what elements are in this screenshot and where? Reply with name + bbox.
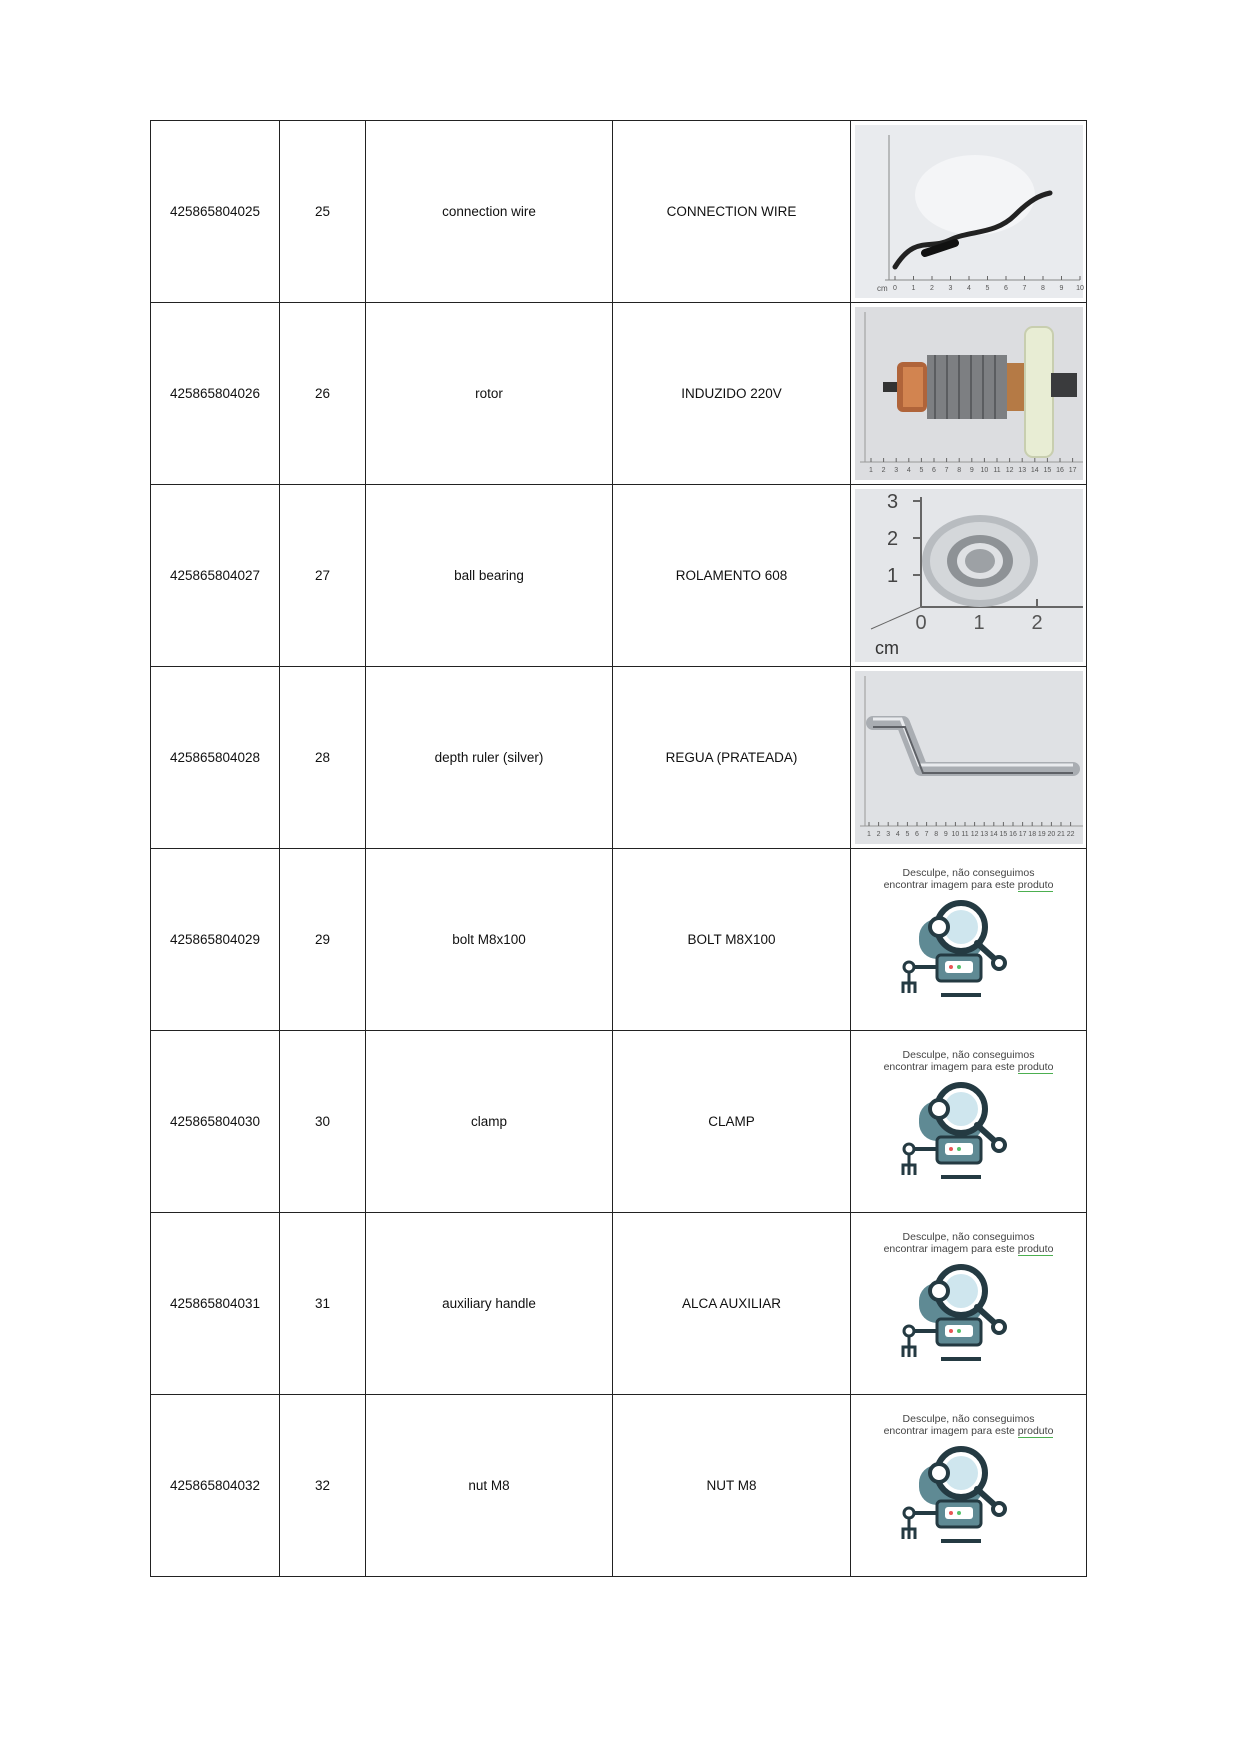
part-name-pt-cell: INDUZIDO 220V <box>613 303 851 485</box>
part-image-cell <box>851 667 1087 849</box>
ruler-tick-label: 11 <box>992 467 1001 474</box>
part-image-cell <box>851 849 1087 1031</box>
ruler-tick-label: 4 <box>966 285 971 292</box>
ruler-tick-label: 16 <box>1008 831 1017 838</box>
no-image-line2: encontrar imagem para este <box>883 879 1018 891</box>
no-image-placeholder <box>855 1035 1083 1208</box>
part-image-cell <box>851 121 1087 303</box>
part-name-pt-cell: NUT M8 <box>613 1395 851 1577</box>
no-image-line1: Desculpe, não conseguimos <box>902 867 1035 879</box>
ruler-tick-label: 2 <box>881 467 886 474</box>
ruler-tick-label: 1 <box>972 612 985 634</box>
ruler-tick-label: 6 <box>931 467 936 474</box>
ruler-tick-label: 10 <box>951 831 959 838</box>
ruler-tick-label: 11 <box>960 831 969 838</box>
ruler-tick-label: 18 <box>1027 831 1036 838</box>
part-image-cell <box>851 1031 1087 1213</box>
ruler-tick-label: 14 <box>989 831 998 838</box>
part-code-cell: 425865804027 <box>151 485 280 667</box>
ruler-tick-label: 17 <box>1068 467 1076 474</box>
ruler-tick-label: 3 <box>885 831 890 838</box>
part-name-pt-cell: CONNECTION WIRE <box>613 121 851 303</box>
ruler-tick-label: 4 <box>906 467 911 474</box>
ruler-tick-label: 8 <box>933 831 938 838</box>
part-name-en-cell: ball bearing <box>366 485 613 667</box>
part-name-en-cell: bolt M8x100 <box>366 849 613 1031</box>
part-name-en-cell: rotor <box>366 303 613 485</box>
part-name-en-cell: auxiliary handle <box>366 1213 613 1395</box>
ruler-tick-label: 3 <box>948 285 952 292</box>
part-number-cell: 30 <box>280 1031 366 1213</box>
part-code-cell: 425865804026 <box>151 303 280 485</box>
part-number-cell: 25 <box>280 121 366 303</box>
rotor-photo <box>855 307 1083 480</box>
table-row <box>151 667 1087 849</box>
ruler-tick-label: 7 <box>924 831 929 838</box>
no-image-link: produto <box>1017 879 1054 891</box>
no-image-line1: Desculpe, não conseguimos <box>902 1413 1035 1425</box>
ruler-tick-label: 2 <box>886 528 898 550</box>
ruler-tick-label: 5 <box>985 285 989 292</box>
ruler-tick-label: 0 <box>914 612 927 634</box>
ruler-tick-label: 17 <box>1018 831 1026 838</box>
ruler-tick-label: 20 <box>1047 831 1055 838</box>
ruler-tick-label: 4 <box>895 831 900 838</box>
ruler-tick-label: 1 <box>911 285 915 292</box>
part-code-cell: 425865804030 <box>151 1031 280 1213</box>
part-number-cell: 32 <box>280 1395 366 1577</box>
part-name-pt-cell: CLAMP <box>613 1031 851 1213</box>
ruler-tick-label: 9 <box>969 467 974 474</box>
part-code-cell: 425865804025 <box>151 121 280 303</box>
part-name-pt-cell: REGUA (PRATEADA) <box>613 667 851 849</box>
part-name-en-cell: nut M8 <box>366 1395 613 1577</box>
ruler-tick-label: 6 <box>914 831 919 838</box>
ruler-tick-label: 12 <box>970 831 978 838</box>
ruler-tick-label: 2 <box>876 831 881 838</box>
no-image-message <box>884 1413 1054 1437</box>
ruler-tick-label: 13 <box>979 831 988 838</box>
no-image-line1: Desculpe, não conseguimos <box>902 1231 1035 1243</box>
ruler-tick-label: 10 <box>1075 285 1084 292</box>
ruler-tick-label: 8 <box>1040 285 1045 292</box>
part-name-pt-cell: BOLT M8X100 <box>613 849 851 1031</box>
ruler-tick-label: 9 <box>943 831 948 838</box>
ruler-tick-label: 1 <box>866 831 871 838</box>
no-image-link: produto <box>1017 1061 1054 1073</box>
part-image-cell <box>851 303 1087 485</box>
table-row <box>151 303 1087 485</box>
ruler-tick-label: 3 <box>886 491 898 513</box>
ball-bearing-photo <box>855 489 1083 662</box>
part-name-en-cell: depth ruler (silver) <box>366 667 613 849</box>
part-image-cell <box>851 1395 1087 1577</box>
no-image-message <box>884 1049 1054 1073</box>
no-image-line2: encontrar imagem para este <box>883 1061 1018 1073</box>
ruler-tick-label: 14 <box>1030 467 1039 474</box>
part-code-cell: 425865804029 <box>151 849 280 1031</box>
part-name-pt-cell: ALCA AUXILIAR <box>613 1213 851 1395</box>
ruler-tick-label: 7 <box>944 467 949 474</box>
ruler-tick-label: 15 <box>1043 467 1051 474</box>
table-row <box>151 1395 1087 1577</box>
ruler-tick-label: 8 <box>956 467 961 474</box>
no-image-message <box>884 867 1054 891</box>
connection-wire-photo <box>855 125 1083 298</box>
ruler-tick-label: 12 <box>1005 467 1013 474</box>
ruler-tick-label: 1 <box>868 467 873 474</box>
ruler-tick-label: 15 <box>999 831 1007 838</box>
table-row <box>151 485 1087 667</box>
ruler-tick-label: 0 <box>892 285 897 292</box>
no-image-placeholder <box>855 1399 1083 1572</box>
ruler-tick-label: 10 <box>980 467 988 474</box>
no-image-link: produto <box>1017 1243 1054 1255</box>
ruler-tick-label: 3 <box>893 467 898 474</box>
part-name-en-cell: connection wire <box>366 121 613 303</box>
depth-ruler-photo <box>855 671 1083 844</box>
cm-label: cm <box>876 284 888 293</box>
ruler-tick-label: 7 <box>1022 285 1026 292</box>
part-image-cell <box>851 485 1087 667</box>
ruler-tick-label: 2 <box>929 285 934 292</box>
table-row <box>151 1031 1087 1213</box>
part-code-cell: 425865804028 <box>151 667 280 849</box>
part-code-cell: 425865804032 <box>151 1395 280 1577</box>
robot-magnifier-icon <box>899 1079 1039 1189</box>
cm-label: cm <box>874 638 899 658</box>
ruler-tick-label: 1 <box>886 565 898 587</box>
part-name-pt-cell: ROLAMENTO 608 <box>613 485 851 667</box>
robot-magnifier-icon <box>899 1261 1039 1371</box>
no-image-line1: Desculpe, não conseguimos <box>902 1049 1035 1061</box>
part-image-cell <box>851 1213 1087 1395</box>
part-number-cell: 26 <box>280 303 366 485</box>
ruler-tick-label: 5 <box>918 467 923 474</box>
ruler-tick-label: 16 <box>1055 467 1064 474</box>
no-image-line2: encontrar imagem para este <box>883 1425 1018 1437</box>
ruler-tick-label: 13 <box>1017 467 1026 474</box>
no-image-message <box>884 1231 1054 1255</box>
table-row <box>151 121 1087 303</box>
ruler-tick-label: 21 <box>1056 831 1065 838</box>
table-row <box>151 849 1087 1031</box>
part-code-cell: 425865804031 <box>151 1213 280 1395</box>
robot-magnifier-icon <box>899 897 1039 1007</box>
part-number-cell: 28 <box>280 667 366 849</box>
ruler-tick-label: 5 <box>904 831 909 838</box>
part-number-cell: 27 <box>280 485 366 667</box>
ruler-tick-label: 22 <box>1066 831 1074 838</box>
part-number-cell: 29 <box>280 849 366 1031</box>
no-image-line2: encontrar imagem para este <box>883 1243 1018 1255</box>
no-image-placeholder <box>855 853 1083 1026</box>
robot-magnifier-icon <box>899 1443 1039 1553</box>
ruler-tick-label: 2 <box>1030 612 1043 634</box>
ruler-tick-label: 19 <box>1037 831 1046 838</box>
no-image-link: produto <box>1017 1425 1054 1437</box>
table-row <box>151 1213 1087 1395</box>
ruler-tick-label: 9 <box>1059 285 1063 292</box>
ruler-tick-label: 6 <box>1003 285 1008 292</box>
part-name-en-cell: clamp <box>366 1031 613 1213</box>
part-number-cell: 31 <box>280 1213 366 1395</box>
no-image-placeholder <box>855 1217 1083 1390</box>
parts-table <box>150 120 1087 1577</box>
